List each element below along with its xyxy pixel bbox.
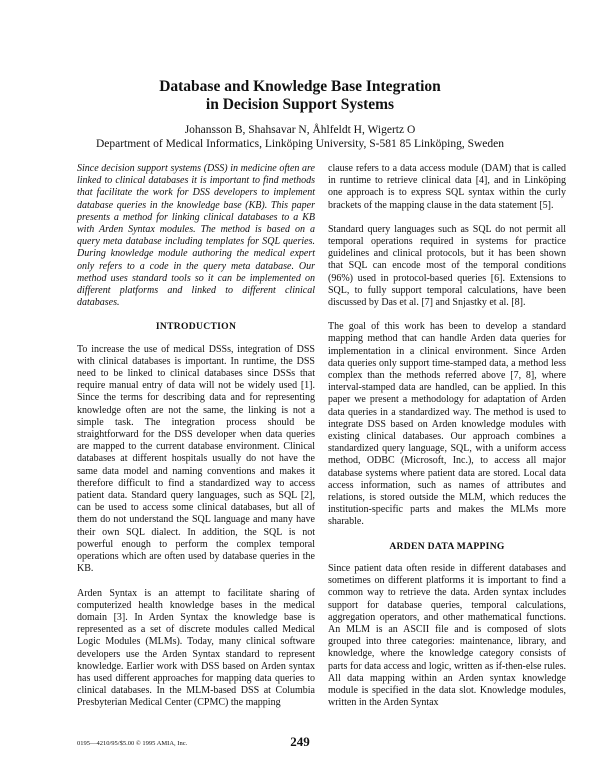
paper-title [0,78,600,114]
right-column [328,163,566,721]
paragraph: clause refers to a data access module (DAM) that is called in runtime to retrieve clinical data [4], and in Linköping one approach is to express SQL syntax within the curly brackets of the mapping clause in the data statement [5]. [328,163,566,211]
title-line-1: Database and Knowledge Base Integration [159,78,441,95]
section-heading-introduction: INTRODUCTION [155,321,237,333]
paragraph: The goal of this work has been to develop a standard mapping method that can handle Arden data queries for implementation in a clinical environment. Since Arden data queries only support time-stamped data, a method less complex than the methods referred above [7, 8], where interval-stamped data are handled, can be applied. In this paper we present a methodology for adaptation of Arden data queries in a standardized way. The method is used to integrate DSS based on Arden knowledge modules with existing clinical databases. Our approach combines a standardized query language, SQL, with a uniform access method, ODBC (Microsoft, Inc.), to access all major database systems where patient data are stored. Local data access information, such as names of attributes and relations, is stored outside the MLM, which reduces the institution-specific parts and makes the MLMs more sharable. [328,321,566,528]
paragraph: Standard query languages such as SQL do not permit all temporal operations required in systems for practice guidelines and clinical protocols, but it has been shown that SQL can encode most of the temporal conditions (96%) used in protocol-based queries [6]. Extensions to SQL, to fully support temporal calculations, have been discussed by Das et al. [7] and Snjastky et al. [8]. [328,223,566,309]
author-list: Johansson B, Shahsavar N, Åhlfeldt H, Wigertz O [184,124,416,136]
copyright-line: 0195—4210/95/$5.00 © 1995 AMIA, Inc. [77,740,188,747]
abstract: Since decision support systems (DSS) in medicine often are linked to clinical databases it is important to find methods that facilitate the work for DSS developers to implement database queries in the knowledge base (KB). This paper presents a method for linking clinical databases to a KB with Arden Syntax modules. The method is based on a query meta database including templates for SQL queries. During knowledge module authoring the medical expert only refers to a code in the query meta database. Our method uses standard tools so it can be implemented on different platforms and linked to different clinical databases. [77,163,315,309]
title-line-2: in Decision Support Systems [205,96,395,113]
section-heading-arden-data-mapping: ARDEN DATA MAPPING [389,540,505,552]
paragraph: To increase the use of medical DSSs, integration of DSS with clinical databases is important. In runtime, the DSS need to be linked to clinical databases since DSSs that require manual entry of data will not be widely used [1]. Since the terms for describing data and for representing knowledge often are not the same, the linking is not a simple task. The integration process should be straightforward for the DSS developer when data queries are mapped to the current database environment. Clinical databases at different hospitals usually do not have the same data model and naming conventions and makes it therefore difficult to find a standardized way to access patient data. Standard query languages, such as SQL [2], can be used to access some clinical databases, but all of them do not understand the SQL language and many have their own SQL dialect. In addition, the SQL is not powerful enough to perform the complex temporal operations which are often used by database queries in the KB. [77,343,315,575]
page-number: 249 [290,734,310,749]
affiliation: Department of Medical Informatics, Linköping University, S-581 85 Linköping, Sweden [95,138,505,150]
left-column [77,163,315,722]
paragraph: Arden Syntax is an attempt to facilitate sharing of computerized health knowledge bases in the medical domain [3]. In Arden Syntax the knowledge base is represented as a set of discrete modules called Medical Logic Modules (MLMs). Today, many clinical software developers use the Arden Syntax standard to represent knowledge. Earlier work with DSS based on Arden syntax has used different approaches for mapping data queries to clinical databases. In the MLM-based DSS at Columbia Presbyterian Medical Center (CPMC) the mapping [77,587,315,709]
paragraph: Since patient data often reside in different databases and sometimes on different platforms it is important to find a common way to retrieve the data. Arden syntax includes support for database queries, temporal calculations, aggregation operators, and other mathematical functions. An MLM is an ASCII file and is composed of slots grouped into three categories: maintenance, library, and knowledge, where the knowledge category consists of parts for data access and logic, written as if-then-else rules. All data mapping within an Arden syntax knowledge module is specified in the data slot. Knowledge modules, written in the Arden Syntax [328,562,566,709]
